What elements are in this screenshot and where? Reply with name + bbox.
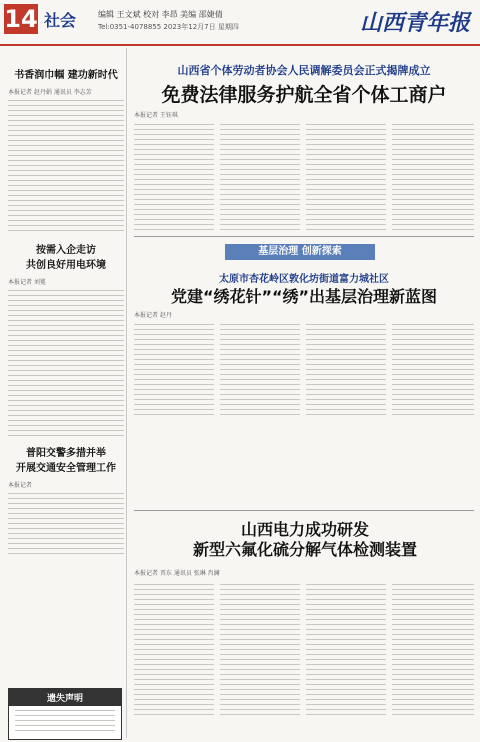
notice-box [8, 688, 122, 740]
sidebar-article2-title-line2: 共创良好用电环境 [26, 260, 106, 271]
sidebar-article1-body [8, 100, 124, 231]
sidebar-article3-body [8, 493, 124, 554]
date-line: Tel:0351-4078855 2023年12月7日 星期四 [98, 23, 239, 31]
sidebar-article1-byline: 本报记者 赵丹娟 通讯员 李志芳 [8, 89, 92, 96]
mid-article-byline: 本报记者 赵丹 [134, 312, 172, 319]
sidebar-article2-title-line1: 按需入企走访 [36, 245, 96, 256]
sidebar-article3-title-line2: 开展交通安全管理工作 [16, 463, 116, 474]
top-article-byline: 本报记者 王钰琪 [134, 112, 178, 119]
mid-article-kicker: 太原市杏花岭区敦化坊街道富力城社区 [219, 274, 389, 285]
mid-article-col2 [220, 320, 300, 419]
notice-box-body [11, 710, 119, 731]
mid-article-col1 [134, 320, 214, 419]
left-sidebar [6, 48, 127, 738]
grassroots-governance-banner: 基层治理 创新探索 [225, 244, 375, 260]
top-article-col4 [392, 120, 474, 234]
bottom-article-headline [160, 520, 450, 560]
bottom-article-col4 [392, 580, 474, 719]
top-article-kicker: 山西省个体劳动者协会人民调解委员会正式揭牌成立 [177, 64, 431, 77]
bottom-article-col2 [220, 580, 300, 719]
editor-line: 编辑 王文斌 校对 李昂 美编 邵婕倩 [98, 10, 223, 19]
mid-article-col3 [306, 320, 386, 419]
sidebar-article2-byline: 本报记者 刘冕 [8, 279, 46, 286]
page-header [0, 0, 480, 46]
bottom-headline-line1: 山西电力成功研发 [240, 520, 369, 539]
sidebar-article3-title-line1: 普阳交警多措并举 [26, 448, 106, 459]
page-number: 14 [4, 5, 38, 33]
brand-logo: 山西青年报 [359, 10, 470, 36]
bottom-headline-line2: 新型六氟化硫分解气体检测装置 [192, 540, 417, 559]
top-article-col2 [220, 120, 300, 234]
bottom-article-byline: 本报记者 晋东 通讯员 张琳 肖澜 [134, 570, 220, 577]
sidebar-article3-byline: 本报记者 [8, 482, 33, 489]
section-title: 社会 [44, 11, 77, 30]
mid-article-headline: 党建“绣花针”“绣”出基层治理新蓝图 [170, 287, 438, 306]
top-article-col3 [306, 120, 386, 234]
mid-article-col4 [392, 320, 474, 419]
bottom-article-col1 [134, 580, 214, 719]
section-divider-1 [134, 236, 474, 237]
bottom-article-col3 [306, 580, 386, 719]
sidebar-article2-body [8, 290, 124, 436]
sidebar-article1-title: 书香润巾帼 建功新时代 [14, 70, 118, 81]
notice-box-title: 遗失声明 [9, 689, 121, 706]
section-divider-2 [134, 510, 474, 511]
top-article-col1 [134, 120, 214, 234]
top-article-headline: 免费法律服务护航全省个体工商户 [161, 84, 447, 106]
